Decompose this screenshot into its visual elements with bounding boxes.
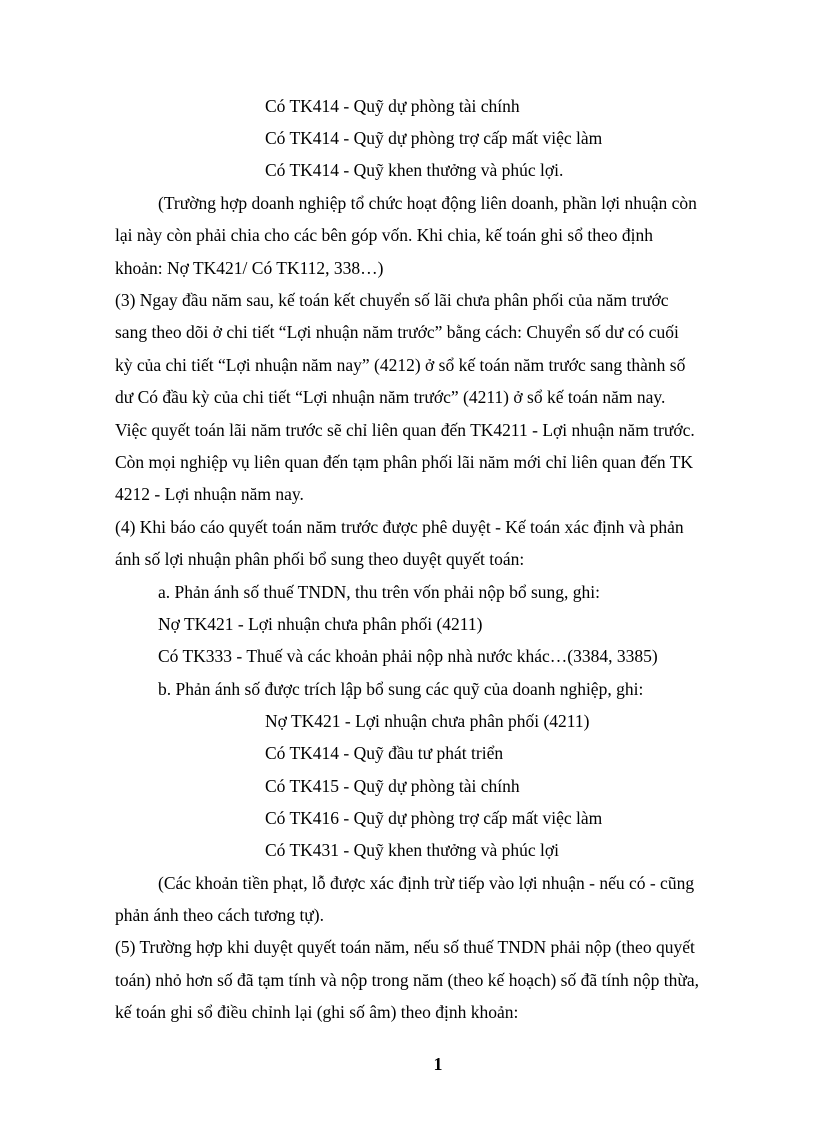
- text-line: Có TK333 - Thuế và các khoản phải nộp nhà nước khác…(3384, 3385): [158, 646, 658, 666]
- text-line: kỳ của chi tiết “Lợi nhuận năm nay” (4212) ở sổ kế toán năm trước sang thành số: [115, 355, 686, 375]
- text-line: (Trường hợp doanh nghiệp tổ chức hoạt động liên doanh, phần lợi nhuận còn: [158, 193, 697, 213]
- text-line: Có TK416 - Quỹ dự phòng trợ cấp mất việc làm: [265, 808, 603, 828]
- text-line: (4) Khi báo cáo quyết toán năm trước được phê duyệt - Kế toán xác định và phản: [115, 517, 684, 537]
- text-line: khoản: Nợ TK421/ Có TK112, 338…): [115, 258, 384, 278]
- text-line: toán) nhỏ hơn số đã tạm tính và nộp trong năm (theo kế hoạch) số đã tính nộp thừa,: [115, 970, 699, 990]
- text-line: Có TK414 - Quỹ khen thưởng và phúc lợi.: [265, 160, 564, 180]
- text-line: lại này còn phải chia cho các bên góp vốn. Khi chia, kế toán ghi sổ theo định: [115, 225, 653, 245]
- text-line: Còn mọi nghiệp vụ liên quan đến tạm phân phối lãi năm mới chỉ liên quan đến TK: [115, 452, 694, 472]
- text-line: Có TK414 - Quỹ đầu tư phát triển: [265, 743, 504, 763]
- text-line: ánh số lợi nhuận phân phối bổ sung theo duyệt quyết toán:: [115, 549, 525, 569]
- text-line: Nợ TK421 - Lợi nhuận chưa phân phối (4211): [158, 614, 483, 634]
- text-line: (5) Trường hợp khi duyệt quyết toán năm, nếu số thuế TNDN phải nộp (theo quyết: [115, 937, 695, 957]
- text-line: 4212 - Lợi nhuận năm nay.: [115, 484, 304, 504]
- text-line: Có TK415 - Quỹ dự phòng tài chính: [265, 776, 520, 796]
- text-line: a. Phản ánh số thuế TNDN, thu trên vốn phải nộp bổ sung, ghi:: [158, 582, 600, 602]
- text-line: kế toán ghi sổ điều chỉnh lại (ghi số âm) theo định khoản:: [115, 1002, 519, 1022]
- text-line: Việc quyết toán lãi năm trước sẽ chỉ liên quan đến TK4211 - Lợi nhuận năm trước.: [115, 420, 695, 440]
- text-line: b. Phản ánh số được trích lập bổ sung các quỹ của doanh nghiệp, ghi:: [158, 679, 644, 699]
- text-line: Có TK414 - Quỹ dự phòng tài chính: [265, 96, 520, 116]
- text-line: (Các khoản tiền phạt, lỗ được xác định trừ tiếp vào lợi nhuận - nếu có - cũng: [158, 873, 695, 893]
- text-line: Có TK431 - Quỹ khen thưởng và phúc lợi: [265, 840, 560, 860]
- text-line: sang theo dõi ở chi tiết “Lợi nhuận năm trước” bằng cách: Chuyển số dư có cuối: [115, 322, 679, 342]
- text-line: Có TK414 - Quỹ dự phòng trợ cấp mất việc làm: [265, 128, 603, 148]
- page-number: 1: [433, 1054, 443, 1074]
- text-line: dư Có đầu kỳ của chi tiết “Lợi nhuận năm trước” (4211) ở sổ kế toán năm nay.: [115, 387, 666, 407]
- text-line: phản ánh theo cách tương tự).: [115, 905, 324, 925]
- text-line: (3) Ngay đầu năm sau, kế toán kết chuyển số lãi chưa phân phối của năm trước: [115, 290, 669, 310]
- text-line: Nợ TK421 - Lợi nhuận chưa phân phối (4211): [265, 711, 590, 731]
